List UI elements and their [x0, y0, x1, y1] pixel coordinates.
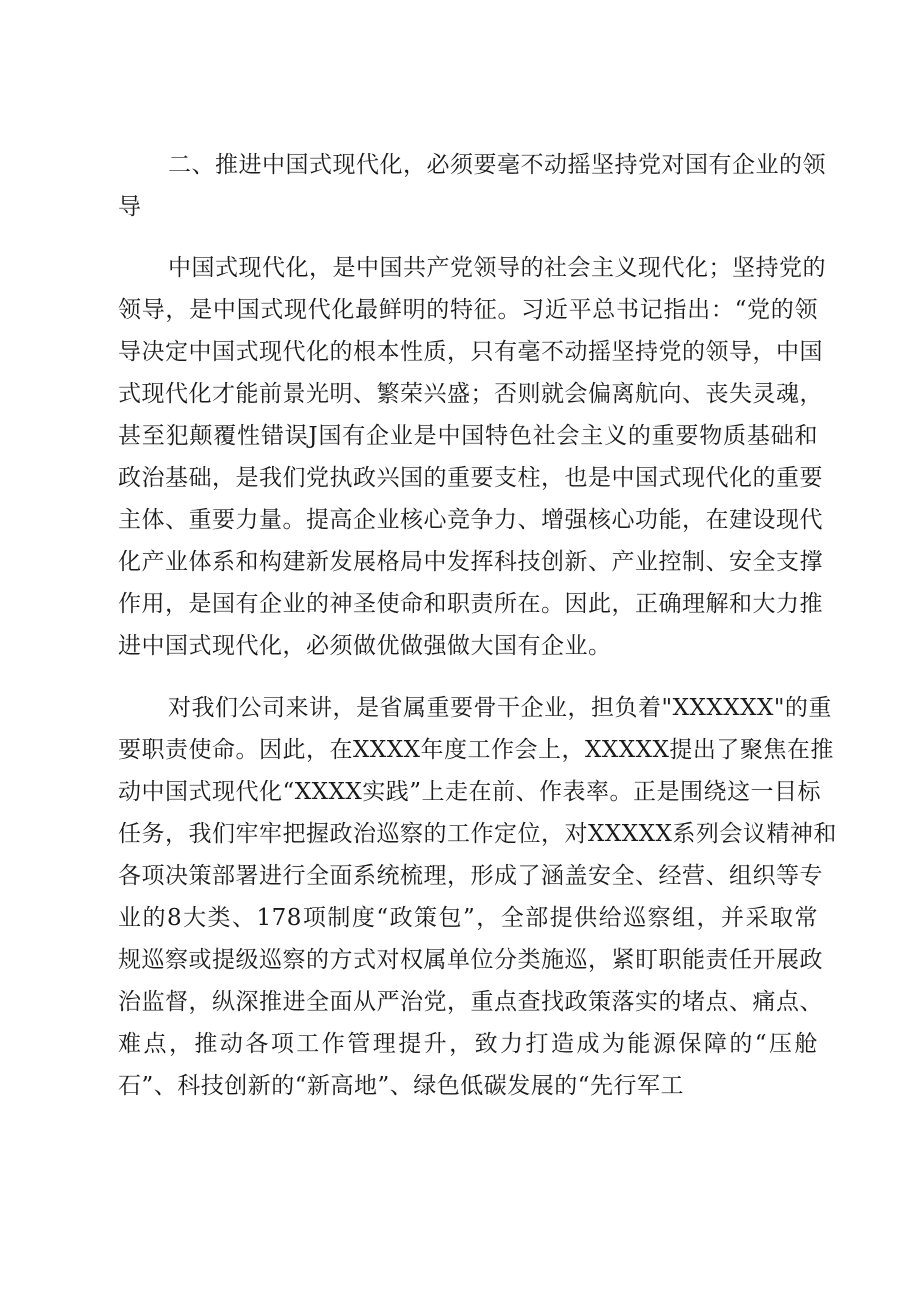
paragraph-1-line-5: 甚至犯颠覆性错误J国有企业是中国特色社会主义的重要物质基础和: [118, 423, 818, 449]
section-heading-line-1: 二、推进中国式现代化，必须要毫不动摇坚持党对国有企业的领: [168, 152, 826, 178]
paragraph-2-line-10: 石”、科技创新的“新高地”、绿色低碳发展的“先行军工: [118, 1073, 685, 1099]
paragraph-2-line-2: 要职责使命。因此，在XXXX年度工作会上，XXXXX提出了聚焦在推: [118, 737, 834, 763]
paragraph-1-line-6: 政治基础，是我们党执政兴国的重要支柱，也是中国式现代化的重要: [118, 465, 823, 491]
paragraph-1-line-7: 主体、重要力量。提高企业核心竞争力、增强核心功能，在建设现代: [118, 507, 823, 533]
paragraph-1-line-2: 领导，是中国式现代化最鲜明的特征。习近平总书记指出：“党的领: [118, 297, 818, 323]
paragraph-1-line-4: 式现代化才能前景光明、繁荣兴盛；否则就会偏离航向、丧失灵魂，: [118, 381, 823, 407]
section-heading-line-2: 导: [118, 194, 142, 220]
paragraph-1-line-9: 作用，是国有企业的神圣使命和职责所在。因此，正确理解和大力推: [118, 591, 823, 617]
paragraph-2-line-8: 治监督，纵深推进全面从严治党，重点查找政策落实的堵点、痛点、: [118, 989, 823, 1015]
paragraph-1-line-10: 进中国式现代化，必须做优做强做大国有企业。: [118, 633, 612, 659]
paragraph-2-line-6: 业的8大类、178项制度“政策包”，全部提供给巡察组，并采取常: [118, 905, 818, 931]
paragraph-1-line-3: 导决定中国式现代化的根本性质，只有毫不动摇坚持党的领导，中国: [118, 339, 823, 365]
paragraph-2-line-3: 动中国式现代化“XXXX实践”上走在前、作表率。正是围绕这一目标: [118, 779, 822, 805]
paragraph-2-line-7: 规巡察或提级巡察的方式对权属单位分类施巡，紧盯职能责任开展政: [118, 947, 823, 973]
paragraph-1-line-8: 化产业体系和构建新发展格局中发挥科技创新、产业控制、安全支撑: [118, 549, 823, 575]
paragraph-2-line-9: 难点，推动各项工作管理提升，致力打造成为能源保障的“压舱: [118, 1031, 818, 1057]
paragraph-2-line-5: 各项决策部署进行全面系统梳理，形成了涵盖安全、经营、组织等专: [118, 863, 823, 889]
paragraph-1-line-1: 中国式现代化，是中国共产党领导的社会主义现代化；坚持党的: [168, 255, 826, 281]
paragraph-2-line-1: 对我们公司来讲，是省属重要骨干企业，担负着"XXXXXX"的重: [168, 695, 832, 721]
paragraph-2-line-4: 任务，我们牢牢把握政治巡察的工作定位，对XXXXX系列会议精神和: [118, 821, 837, 847]
